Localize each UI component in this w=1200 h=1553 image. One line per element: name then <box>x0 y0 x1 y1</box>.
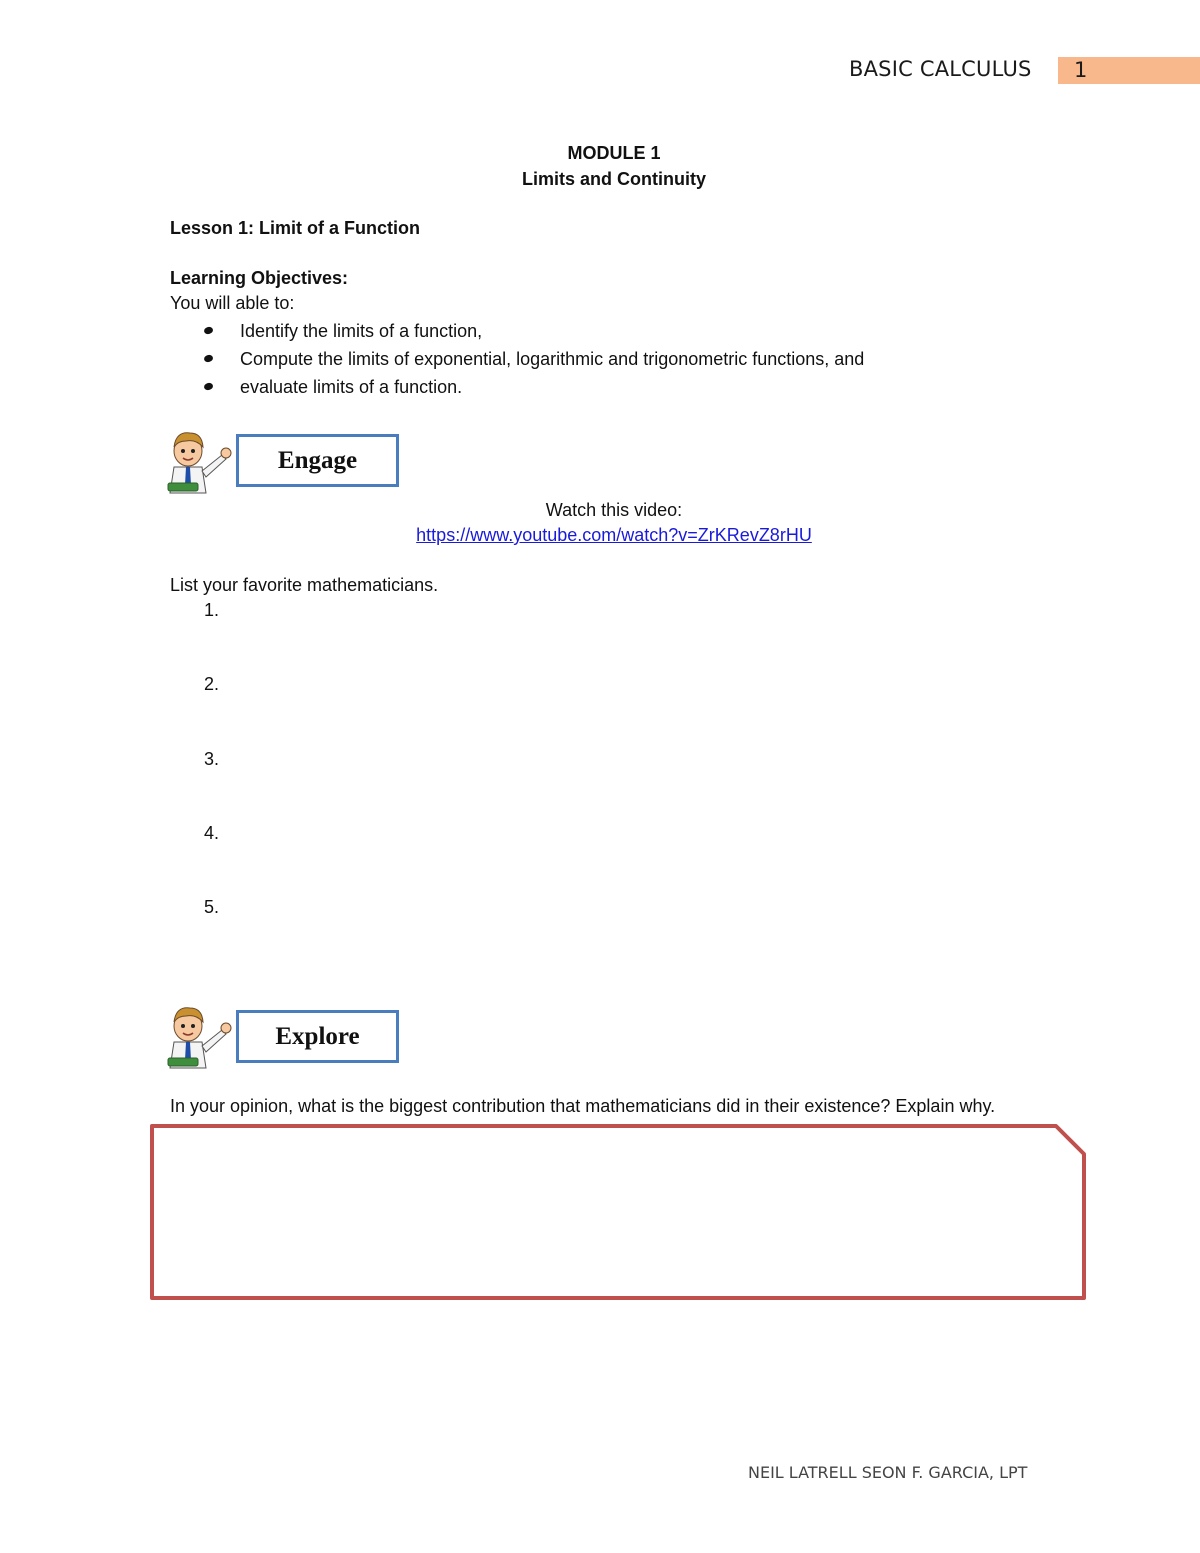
module-title: MODULE 1 <box>567 143 661 163</box>
list-prompt: List your favorite mathematicians. <box>170 575 439 595</box>
lesson-title: Lesson 1: Limit of a Function <box>170 218 421 238</box>
list-number: 5. <box>204 897 220 917</box>
objective-item: Compute the limits of exponential, logarithmic and trigonometric functions, and <box>240 349 865 369</box>
list-number: 2. <box>204 674 220 694</box>
footer-author: NEIL LATRELL SEON F. GARCIA, LPT <box>748 1463 1028 1482</box>
video-prompt: Watch this video: <box>545 500 683 520</box>
objective-item: Identify the limits of a function, <box>240 321 483 341</box>
bullet-icon <box>203 326 214 335</box>
teacher-character-icon <box>166 1000 236 1072</box>
bullet-icon <box>203 354 214 363</box>
list-number: 4. <box>204 823 220 843</box>
video-link[interactable]: https://www.youtube.com/watch?v=ZrKRevZ8rHU <box>416 525 812 545</box>
teacher-character-icon <box>166 425 236 497</box>
answer-box[interactable] <box>148 1122 1090 1304</box>
list-number: 3. <box>204 749 220 769</box>
explore-question: In your opinion, what is the biggest contribution that mathematicians did in their existence? Explain why. <box>170 1096 996 1116</box>
header-title: BASIC CALCULUS <box>849 57 1032 81</box>
bullet-icon <box>203 382 214 391</box>
engage-label: Engage <box>236 434 399 487</box>
objectives-heading: Learning Objectives: <box>170 268 349 288</box>
explore-label: Explore <box>236 1010 399 1063</box>
page-number: 1 <box>1058 57 1200 84</box>
list-number: 1. <box>204 600 220 620</box>
objective-item: evaluate limits of a function. <box>240 377 463 397</box>
objectives-intro: You will able to: <box>170 293 295 313</box>
module-subtitle: Limits and Continuity <box>522 169 706 189</box>
